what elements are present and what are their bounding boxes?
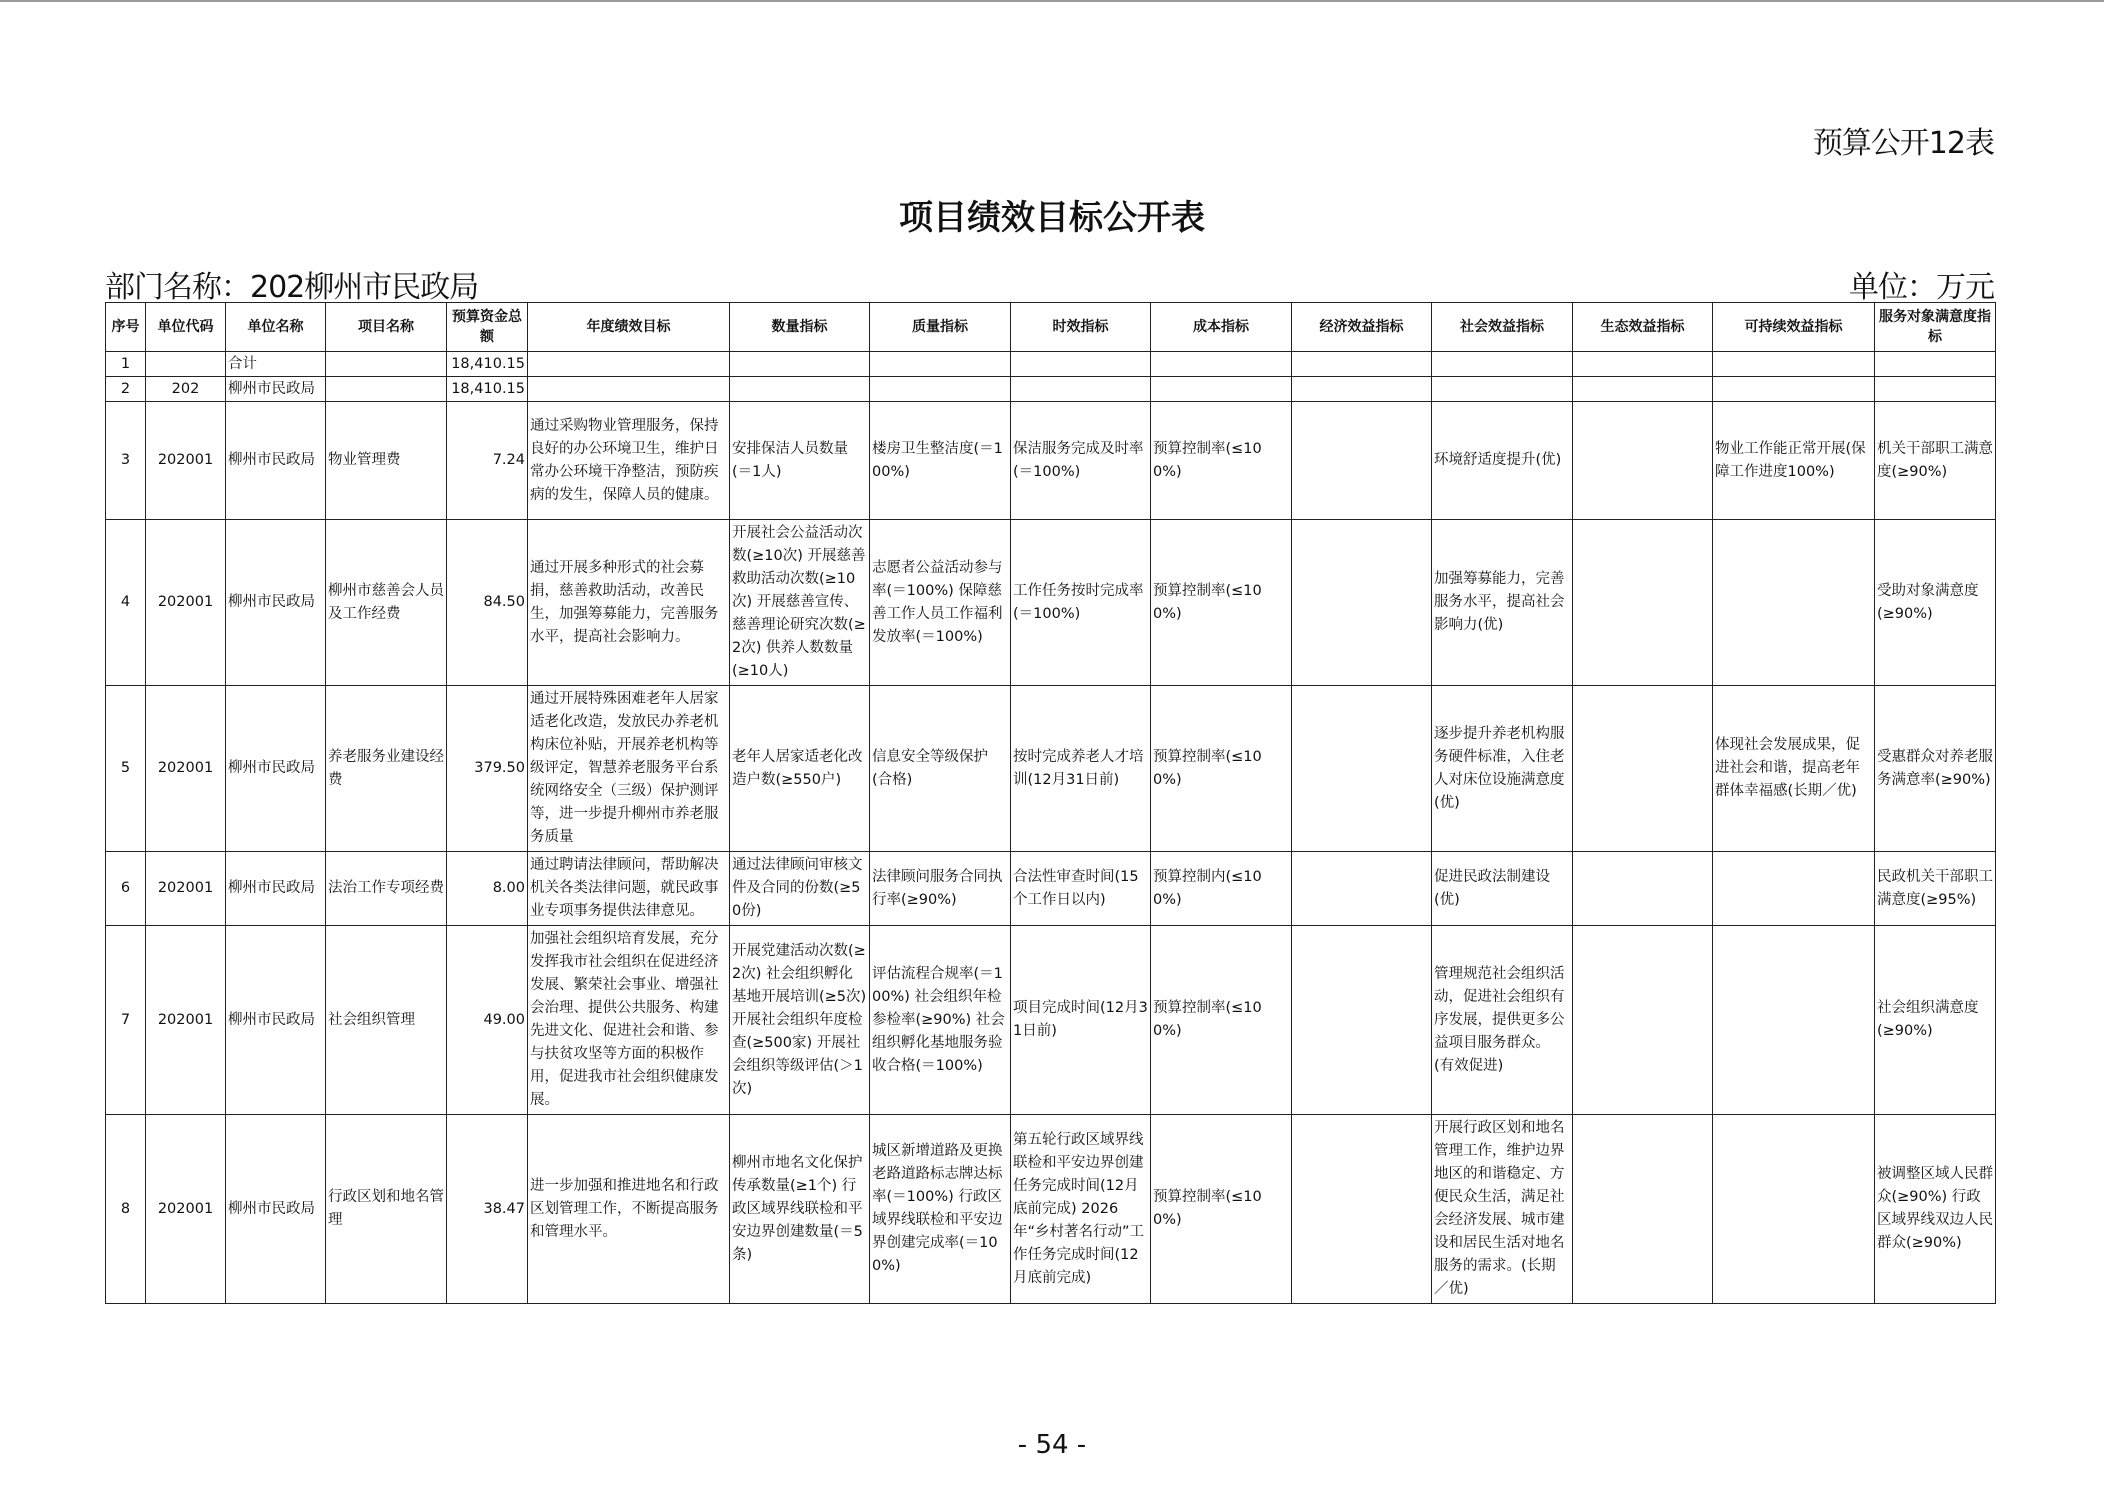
ecological-benefit-cell (1573, 402, 1713, 520)
unit-name-cell: 柳州市民政局 (226, 852, 326, 926)
unit-name-cell: 柳州市民政局 (226, 1115, 326, 1304)
page-number: - 54 - (1017, 1430, 1087, 1460)
quality-indicator-cell: 楼房卫生整洁度(＝100%) (870, 402, 1011, 520)
project-name-cell: 物业管理费 (326, 402, 447, 520)
timeliness-indicator-cell: 合法性审查时间(15个工作日以内) (1011, 852, 1151, 926)
quantity-indicator-cell: 开展社会公益活动次数(≥10次) 开展慈善救助活动次数(≥10次) 开展慈善宣传、慈善理论研究次数(≥2次) 供养人数数量(≥10人) (730, 520, 870, 686)
social-benefit-cell: 开展行政区划和地名管理工作，维护边界地区的和谐稳定、方便民众生活，满足社会经济发展、城市建设和居民生活对地名服务的需求。(长期／优) (1432, 1115, 1573, 1304)
cost-indicator-cell (1151, 377, 1292, 402)
table-row (106, 402, 1996, 520)
sustainable-benefit-cell: 体现社会发展成果，促进社会和谐，提高老年群体幸福感(长期／优) (1713, 686, 1875, 852)
header-cell: 数量指标 (730, 303, 870, 352)
quantity-indicator-cell (730, 352, 870, 377)
economic-benefit-cell (1292, 352, 1432, 377)
quality-indicator-cell: 志愿者公益活动参与率(＝100%) 保障慈善工作人员工作福利发放率(＝100%) (870, 520, 1011, 686)
unit-name-cell: 柳州市民政局 (226, 402, 326, 520)
row-number-cell: 1 (106, 352, 146, 377)
header-cell: 单位代码 (146, 303, 226, 352)
annual-goal-cell: 通过聘请法律顾问，帮助解决机关各类法律问题，就民政事业专项事务提供法律意见。 (528, 852, 730, 926)
project-name-cell (326, 352, 447, 377)
row-number-cell: 6 (106, 852, 146, 926)
header-cell: 年度绩效目标 (528, 303, 730, 352)
unit-code-cell: 202001 (146, 926, 226, 1115)
header-cell: 成本指标 (1151, 303, 1292, 352)
header-cell: 生态效益指标 (1573, 303, 1713, 352)
social-benefit-cell: 管理规范社会组织活动，促进社会组织有序发展，提供更多公益项目服务群众。(有效促进) (1432, 926, 1573, 1115)
table-row (106, 1115, 1996, 1304)
unit-code-cell (146, 352, 226, 377)
performance-table (105, 302, 1996, 1304)
sustainable-benefit-cell (1713, 926, 1875, 1115)
budget-total-cell: 38.47 (447, 1115, 528, 1304)
timeliness-indicator-cell: 工作任务按时完成率(＝100%) (1011, 520, 1151, 686)
header-cell: 预算资金总额 (447, 303, 528, 352)
annual-goal-cell (528, 352, 730, 377)
social-benefit-cell (1432, 377, 1573, 402)
table-row (106, 926, 1996, 1115)
header-cell: 经济效益指标 (1292, 303, 1432, 352)
ecological-benefit-cell (1573, 686, 1713, 852)
annual-goal-cell: 通过开展多种形式的社会募捐，慈善救助活动，改善民生，加强筹募能力，完善服务水平，提高社会影响力。 (528, 520, 730, 686)
ecological-benefit-cell (1573, 1115, 1713, 1304)
economic-benefit-cell (1292, 1115, 1432, 1304)
unit-code-cell: 202001 (146, 520, 226, 686)
table-row (106, 686, 1996, 852)
ecological-benefit-cell (1573, 852, 1713, 926)
timeliness-indicator-cell: 项目完成时间(12月31日前) (1011, 926, 1151, 1115)
sustainable-benefit-cell (1713, 377, 1875, 402)
quality-indicator-cell: 法律顾问服务合同执行率(≥90%) (870, 852, 1011, 926)
cost-indicator-cell: 预算控制率(≤100%) (1151, 402, 1292, 520)
satisfaction-indicator-cell: 被调整区域人民群众(≥90%) 行政区域界线双边人民群众(≥90%) (1875, 1115, 1996, 1304)
cost-indicator-cell: 预算控制率(≤100%) (1151, 520, 1292, 686)
social-benefit-cell (1432, 352, 1573, 377)
timeliness-indicator-cell (1011, 377, 1151, 402)
ecological-benefit-cell (1573, 520, 1713, 686)
header-cell: 服务对象满意度指标 (1875, 303, 1996, 352)
social-benefit-cell: 环境舒适度提升(优) (1432, 402, 1573, 520)
economic-benefit-cell (1292, 377, 1432, 402)
economic-benefit-cell (1292, 686, 1432, 852)
cost-indicator-cell: 预算控制内(≤100%) (1151, 852, 1292, 926)
ecological-benefit-cell (1573, 926, 1713, 1115)
table-body (106, 352, 1996, 1304)
table-row (106, 352, 1996, 377)
budget-total-cell: 379.50 (447, 686, 528, 852)
quantity-indicator-cell: 开展党建活动次数(≥2次) 社会组织孵化基地开展培训(≥5次) 开展社会组织年度检查(≥500家) 开展社会组织等级评估(＞1次) (730, 926, 870, 1115)
sustainable-benefit-cell (1713, 852, 1875, 926)
budget-total-cell: 7.24 (447, 402, 528, 520)
cost-indicator-cell (1151, 352, 1292, 377)
project-name-cell: 社会组织管理 (326, 926, 447, 1115)
unit-name-cell: 柳州市民政局 (226, 520, 326, 686)
row-number-cell: 4 (106, 520, 146, 686)
cost-indicator-cell: 预算控制率(≤100%) (1151, 926, 1292, 1115)
project-name-cell: 柳州市慈善会人员及工作经费 (326, 520, 447, 686)
timeliness-indicator-cell: 第五轮行政区域界线联检和平安边界创建任务完成时间(12月底前完成) 2026年“乡村著名行动”工作任务完成时间(12月底前完成) (1011, 1115, 1151, 1304)
department-name: 部门名称：202柳州市民政局 (105, 270, 479, 305)
unit-name-cell: 柳州市民政局 (226, 377, 326, 402)
budget-total-cell: 18,410.15 (447, 352, 528, 377)
quantity-indicator-cell: 通过法律顾问审核文件及合同的份数(≥50份) (730, 852, 870, 926)
annual-goal-cell: 通过开展特殊困难老年人居家适老化改造，发放民办养老机构床位补贴，开展养老机构等级评定，智慧养老服务平台系统网络安全（三级）保护测评等，进一步提升柳州市养老服务质量 (528, 686, 730, 852)
social-benefit-cell: 促进民政法制建设(优) (1432, 852, 1573, 926)
quality-indicator-cell: 信息安全等级保护(合格) (870, 686, 1011, 852)
satisfaction-indicator-cell: 机关干部职工满意度(≥90%) (1875, 402, 1996, 520)
satisfaction-indicator-cell: 受惠群众对养老服务满意率(≥90%) (1875, 686, 1996, 852)
table-row (106, 520, 1996, 686)
row-number-cell: 8 (106, 1115, 146, 1304)
table-header-row (106, 303, 1996, 352)
row-number-cell: 5 (106, 686, 146, 852)
project-name-cell: 养老服务业建设经费 (326, 686, 447, 852)
cost-indicator-cell: 预算控制率(≤100%) (1151, 1115, 1292, 1304)
quality-indicator-cell: 评估流程合规率(＝100%) 社会组织年检参检率(≥90%) 社会组织孵化基地服务验收合格(＝100%) (870, 926, 1011, 1115)
economic-benefit-cell (1292, 402, 1432, 520)
row-number-cell: 2 (106, 377, 146, 402)
quantity-indicator-cell: 柳州市地名文化保护传承数量(≥1个) 行政区域界线联检和平安边界创建数量(＝5条) (730, 1115, 870, 1304)
sustainable-benefit-cell (1713, 520, 1875, 686)
table-row (106, 377, 1996, 402)
document-title: 项目绩效目标公开表 (899, 198, 1205, 238)
header-cell: 社会效益指标 (1432, 303, 1573, 352)
row-number-cell: 3 (106, 402, 146, 520)
annual-goal-cell: 进一步加强和推进地名和行政区划管理工作，不断提高服务和管理水平。 (528, 1115, 730, 1304)
satisfaction-indicator-cell: 民政机关干部职工满意度(≥95%) (1875, 852, 1996, 926)
unit-code-cell: 202001 (146, 402, 226, 520)
header-cell: 时效指标 (1011, 303, 1151, 352)
annual-goal-cell: 通过采购物业管理服务，保持良好的办公环境卫生，维护日常办公环境干净整洁，预防疾病的发生，保障人员的健康。 (528, 402, 730, 520)
header-cell: 项目名称 (326, 303, 447, 352)
satisfaction-indicator-cell (1875, 352, 1996, 377)
sustainable-benefit-cell (1713, 1115, 1875, 1304)
satisfaction-indicator-cell: 社会组织满意度(≥90%) (1875, 926, 1996, 1115)
quality-indicator-cell (870, 377, 1011, 402)
project-name-cell (326, 377, 447, 402)
unit-name-cell: 柳州市民政局 (226, 926, 326, 1115)
quantity-indicator-cell: 安排保洁人员数量(＝1人) (730, 402, 870, 520)
quantity-indicator-cell: 老年人居家适老化改造户数(≥550户) (730, 686, 870, 852)
form-number: 预算公开12表 (1812, 126, 1994, 161)
timeliness-indicator-cell: 按时完成养老人才培训(12月31日前) (1011, 686, 1151, 852)
row-number-cell: 7 (106, 926, 146, 1115)
budget-total-cell: 8.00 (447, 852, 528, 926)
table-row (106, 852, 1996, 926)
annual-goal-cell (528, 377, 730, 402)
annual-goal-cell: 加强社会组织培育发展，充分发挥我市社会组织在促进经济发展、繁荣社会事业、增强社会治理、提供公共服务、构建先进文化、促进社会和谐、参与扶贫攻坚等方面的积极作用，促进我市社会组织健康发展。 (528, 926, 730, 1115)
budget-total-cell: 49.00 (447, 926, 528, 1115)
unit-code-cell: 202 (146, 377, 226, 402)
social-benefit-cell: 逐步提升养老机构服务硬件标准，入住老人对床位设施满意度(优) (1432, 686, 1573, 852)
unit-code-cell: 202001 (146, 1115, 226, 1304)
cost-indicator-cell: 预算控制率(≤100%) (1151, 686, 1292, 852)
satisfaction-indicator-cell (1875, 377, 1996, 402)
economic-benefit-cell (1292, 520, 1432, 686)
satisfaction-indicator-cell: 受助对象满意度(≥90%) (1875, 520, 1996, 686)
top-border-line (0, 0, 2104, 2)
unit-name-cell: 柳州市民政局 (226, 686, 326, 852)
quality-indicator-cell (870, 352, 1011, 377)
header-cell: 序号 (106, 303, 146, 352)
unit-code-cell: 202001 (146, 852, 226, 926)
ecological-benefit-cell (1573, 352, 1713, 377)
unit-code-cell: 202001 (146, 686, 226, 852)
sustainable-benefit-cell (1713, 352, 1875, 377)
timeliness-indicator-cell (1011, 352, 1151, 377)
timeliness-indicator-cell: 保洁服务完成及时率(＝100%) (1011, 402, 1151, 520)
sustainable-benefit-cell: 物业工作能正常开展(保障工作进度100%) (1713, 402, 1875, 520)
unit-name-cell: 合计 (226, 352, 326, 377)
budget-total-cell: 84.50 (447, 520, 528, 686)
project-name-cell: 法治工作专项经费 (326, 852, 447, 926)
economic-benefit-cell (1292, 926, 1432, 1115)
header-cell: 质量指标 (870, 303, 1011, 352)
project-name-cell: 行政区划和地名管理 (326, 1115, 447, 1304)
quantity-indicator-cell (730, 377, 870, 402)
header-cell: 可持续效益指标 (1713, 303, 1875, 352)
currency-unit: 单位：万元 (1849, 270, 1994, 305)
header-cell: 单位名称 (226, 303, 326, 352)
budget-total-cell: 18,410.15 (447, 377, 528, 402)
ecological-benefit-cell (1573, 377, 1713, 402)
economic-benefit-cell (1292, 852, 1432, 926)
quality-indicator-cell: 城区新增道路及更换老路道路标志牌达标率(＝100%) 行政区域界线联检和平安边界创建完成率(＝100%) (870, 1115, 1011, 1304)
social-benefit-cell: 加强筹募能力，完善服务水平，提高社会影响力(优) (1432, 520, 1573, 686)
